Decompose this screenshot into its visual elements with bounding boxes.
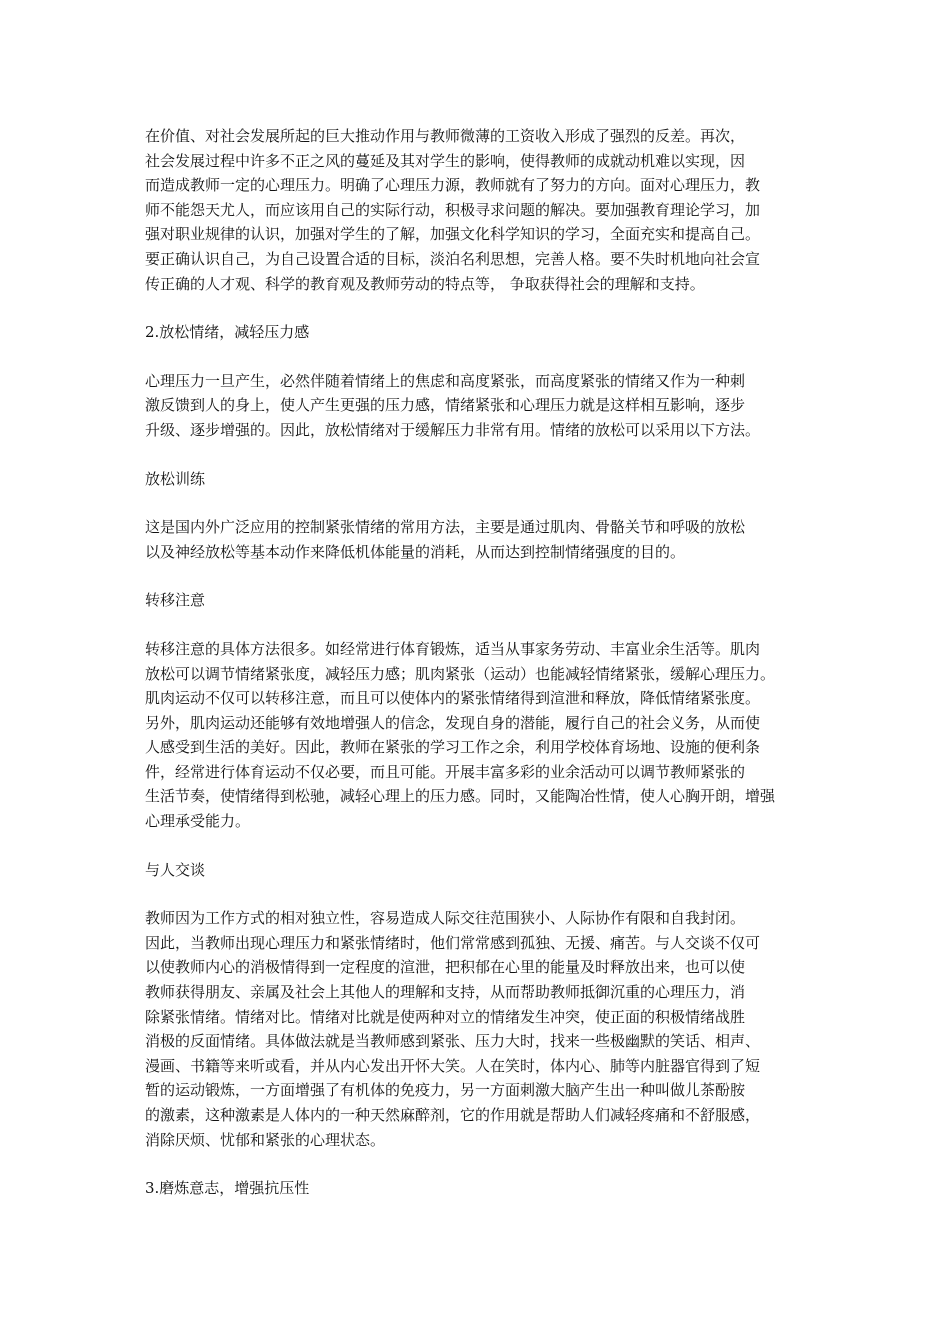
- text-line: 人感受到生活的美好。因此，教师在紧张的学习工作之余，利用学校体育场地、设施的便利条: [145, 738, 761, 757]
- subheading-relaxation-training: 放松训练: [145, 469, 206, 488]
- text-line: 强对职业规律的认识，加强对学生的了解，加强文化科学知识的学习，全面充实和提高自己。: [145, 225, 761, 244]
- subheading-talk-with-others: 与人交谈: [145, 860, 206, 879]
- text-line: 的激素，这种激素是人体内的一种天然麻醉剂，它的作用就是帮助人们减轻疼痛和不舒服感，: [145, 1106, 761, 1124]
- text-line: 社会发展过程中许多不正之风的蔓延及其对学生的影响，使得教师的成就动机难以实现，因: [145, 151, 746, 170]
- text-line: 肌肉运动不仅可以转移注意，而且可以使体内的紧张情绪得到渲泄和释放，降低情绪紧张度。: [145, 689, 761, 708]
- text-line: 教师获得朋友、亲属及社会上其他人的理解和支持，从而帮助教师抵御沉重的心理压力，消: [145, 983, 746, 1002]
- text-line: 以使教师内心的消极情得到一定程度的渲泄，把积郁在心里的能量及时释放出来，也可以使: [145, 958, 746, 977]
- paragraph-relaxation-training: [145, 515, 813, 564]
- text-line: 另外，肌肉运动还能够有效地增强人的信念，发现自身的潜能，履行自己的社会义务，从而使: [145, 713, 761, 732]
- document-page: [145, 124, 813, 1225]
- text-line: 这是国内外广泛应用的控制紧张情绪的常用方法，主要是通过肌肉、骨骼关节和呼吸的放松: [145, 518, 746, 537]
- text-line: 师不能怨天尤人，而应该用自己的实际行动，积极寻求问题的解决。要加强教育理论学习，加: [145, 200, 761, 219]
- text-line: 而造成教师一定的心理压力。明确了心理压力源，教师就有了努力的方向。面对心理压力，教: [145, 176, 761, 195]
- text-line: 消极的反面情绪。具体做法就是当教师感到紧张、压力大时，找来一些极幽默的笑话、相声、: [145, 1032, 761, 1051]
- text-line: 转移注意的具体方法很多。如经常进行体育锻炼，适当从事家务劳动、丰富业余生活等。肌肉: [145, 639, 761, 658]
- subheading-shift-attention: 转移注意: [145, 591, 206, 610]
- text-line: 因此，当教师出现心理压力和紧张情绪时，他们常常感到孤独、无援、痛苦。与人交谈不仅可: [145, 933, 761, 952]
- text-line: 在价值、对社会发展所起的巨大推动作用与教师微薄的工资收入形成了强烈的反差。再次，: [145, 127, 746, 145]
- section-heading-strengthen-will: 3.磨炼意志，增强抗压性: [145, 1179, 310, 1198]
- text-line: 生活节奏，使情绪得到松驰，减轻心理上的压力感。同时，又能陶冶性情，使人心胸开朗，增强: [145, 787, 776, 806]
- text-line: 传正确的人才观、科学的教育观及教师劳动的特点等， 争取获得社会的理解和支持。: [145, 274, 705, 293]
- text-line: 除紧张情绪。情绪对比。情绪对比就是使两种对立的情绪发生冲突，使正面的积极情绪战胜: [145, 1007, 746, 1026]
- paragraph-relax-emotions: [145, 369, 813, 443]
- paragraph-shift-attention: [145, 637, 813, 834]
- text-line: 升级、逐步增强的。因此，放松情绪对于缓解压力非常有用。情绪的放松可以采用以下方法。: [145, 420, 761, 439]
- section-heading-relax-emotions: 2.放松情绪，减轻压力感: [145, 323, 310, 342]
- paragraph-teacher-stress-sources: [145, 124, 813, 296]
- text-line: 放松可以调节情绪紧张度，减轻压力感；肌肉紧张（运动）也能减轻情绪紧张，缓解心理压力。: [145, 664, 776, 683]
- text-line: 消除厌烦、忧郁和紧张的心理状态。: [145, 1130, 386, 1149]
- text-line: 心理压力一旦产生，必然伴随着情绪上的焦虑和高度紧张，而高度紧张的情绪又作为一种刺: [145, 371, 746, 390]
- text-line: 要正确认识自己，为自己设置合适的目标，淡泊名利思想，完善人格。要不失时机地向社会宣: [145, 249, 761, 268]
- text-line: 激反馈到人的身上，使人产生更强的压力感，情绪紧张和心理压力就是这样相互影响，逐步: [145, 396, 746, 415]
- paragraph-talk-with-others: [145, 906, 813, 1152]
- text-line: 心理承受能力。: [145, 812, 251, 831]
- text-line: 漫画、书籍等来听或看，并从内心发出开怀大笑。人在笑时，体内心、肺等内脏器官得到了短: [145, 1056, 761, 1075]
- text-line: 件，经常进行体育运动不仅必要，而且可能。开展丰富多彩的业余活动可以调节教师紧张的: [145, 762, 746, 781]
- text-line: 暂的运动锻炼，一方面增强了有机体的免疫力，另一方面刺激大脑产生出一种叫做儿茶酚胺: [145, 1081, 746, 1100]
- text-line: 教师因为工作方式的相对独立性，容易造成人际交往范围狭小、人际协作有限和自我封闭。: [145, 909, 746, 928]
- text-line: 以及神经放松等基本动作来降低机体能量的消耗，从而达到控制情绪强度的目的。: [145, 542, 686, 561]
